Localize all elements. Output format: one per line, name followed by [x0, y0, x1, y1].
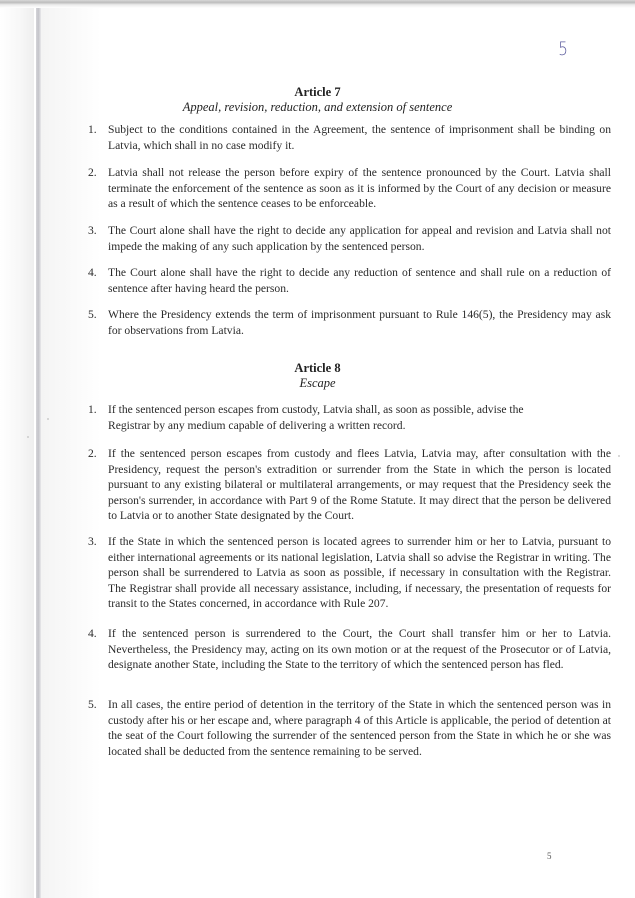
- paragraph-number: 5.: [88, 698, 97, 711]
- article-8-paragraph-5: [88, 697, 611, 759]
- paragraph-number: 3.: [88, 535, 97, 548]
- paragraph-text: If the sentenced person escapes from custody, Latvia shall, as soon as possible, advise the Registrar by any medium capable of delivering a written record.: [108, 403, 524, 432]
- paragraph-number: 1.: [88, 403, 97, 416]
- article-8-paragraph-3: [88, 534, 611, 612]
- scan-speck: [47, 418, 49, 420]
- footer-page-number: 5: [547, 851, 552, 861]
- paragraph-number: 2.: [88, 447, 97, 460]
- paragraph-text: The Court alone shall have the right to decide any application for appeal and revision and Latvia shall not impede the making of any such application by the sentenced person.: [108, 224, 611, 253]
- article-8-subtitle: Escape: [299, 376, 336, 390]
- handwritten-page-number: 5: [558, 38, 568, 60]
- paragraph-text: In all cases, the entire period of detention in the territory of the State in which the sentenced person was in custody after his or her escape and, where paragraph 4 of this Article is applicable, the period of detention at the seat of the Court following the surrender of the sentenced person from the State in which he or she was located shall be deducted from the sentence remaining to be served.: [108, 698, 611, 758]
- article-7-heading: Article 7: [294, 85, 341, 99]
- scan-left-shade: [0, 8, 34, 898]
- paragraph-text: If the State in which the sentenced person is located agrees to surrender him or her to Latvia, pursuant to either international agreements or its national legislation, Latvia shall so advise the Registrar in writing. The person shall be surrendered to Latvia as soon as possible, if necessary in consultation with the Registrar. The Registrar shall provide all necessary assistance, including, if necessary, the presentation of requests for transit to the States concerned, in accordance with Rule 207.: [108, 535, 611, 611]
- paragraph-text: Latvia shall not release the person before expiry of the sentence pronounced by the Court. Latvia shall terminate the enforcement of the sentence as soon as it is informed by the Court of any decision or measure as a result of which the sentence ceases to be enforceable.: [108, 166, 611, 211]
- paragraph-number: 2.: [88, 166, 97, 179]
- article-8-paragraph-4: [88, 626, 611, 673]
- article-7-paragraph-1: [88, 122, 611, 153]
- paragraph-number: 4.: [88, 627, 97, 640]
- article-7-paragraph-5: [88, 307, 611, 338]
- paragraph-number: 3.: [88, 224, 97, 237]
- paragraph-number: 5.: [88, 308, 97, 321]
- article-8-paragraph-1: [88, 402, 611, 433]
- article-7-paragraph-2: [88, 165, 611, 212]
- paragraph-text: If the sentenced person escapes from custody and flees Latvia, Latvia may, after consultation with the Presidency, request the person's extradition or surrender from the State in which the person is located pursuant to any existing bilateral or multilateral arrangements, or may request that the Presidency seek the person's surrender, in accordance with Part 9 of the Rome Statute. It may direct that the person be delivered to Latvia or to another State designated by the Court.: [108, 447, 611, 523]
- scan-speck: [27, 436, 29, 438]
- article-7-subtitle: Appeal, revision, reduction, and extension of sentence: [182, 100, 453, 114]
- scan-speck: [618, 455, 620, 457]
- paragraph-text: The Court alone shall have the right to decide any reduction of sentence and shall rule on a reduction of sentence after having heard the person.: [108, 266, 611, 295]
- paragraph-number: 1.: [88, 123, 97, 136]
- paragraph-text: Subject to the conditions contained in the Agreement, the sentence of imprisonment shall be binding on Latvia, which shall in no case modify it.: [108, 123, 611, 152]
- article-8-paragraph-2: [88, 446, 611, 524]
- paragraph-number: 4.: [88, 266, 97, 279]
- paragraph-text: Where the Presidency extends the term of imprisonment pursuant to Rule 146(5), the Presidency may ask for observations from Latvia.: [108, 308, 611, 337]
- article-8-heading: Article 8: [294, 361, 341, 375]
- article-7-paragraph-3: [88, 223, 611, 254]
- scan-top-edge: [0, 0, 635, 8]
- article-7-paragraph-4: [88, 265, 611, 296]
- paragraph-text: If the sentenced person is surrendered to the Court, the Court shall transfer him or her to Latvia. Nevertheless, the Presidency may, acting on its own motion or at the request of the Prosecutor or of Latvia, designate another State, including the State to the territory of which the sentenced person has fled.: [108, 627, 611, 672]
